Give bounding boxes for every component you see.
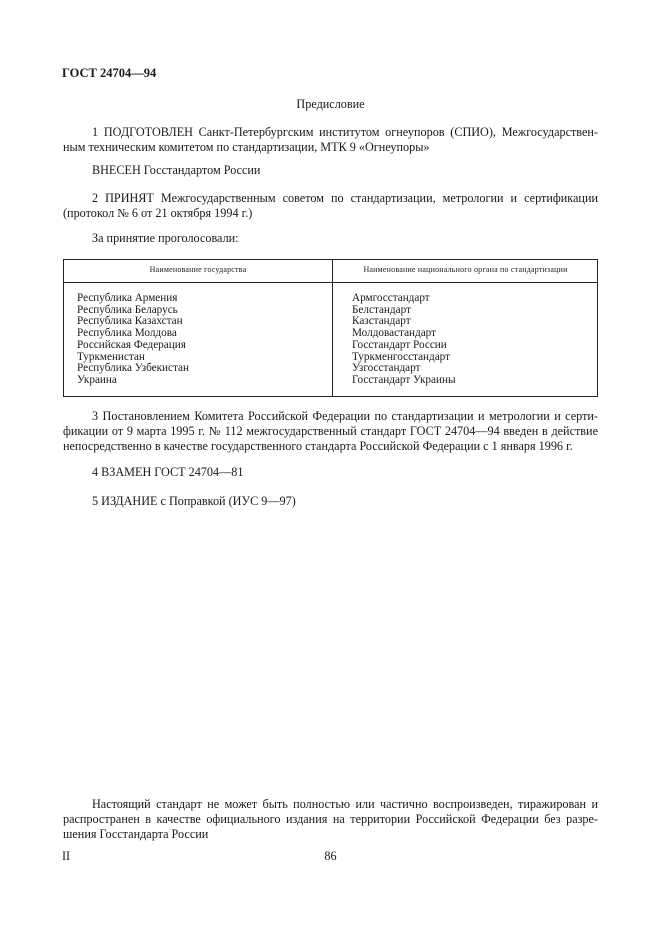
table-cell-state: Республика Армения bbox=[77, 292, 178, 304]
table-cell-state: Республика Молдова bbox=[77, 327, 177, 340]
table-column-states bbox=[77, 293, 327, 387]
paragraph-prepared-by: 1 ПОДГОТОВЛЕН Санкт-Петербургским институтом огнеупоров (СПИО), Межгосударствен-ным техническим комитетом по стандартизации, МТК 9 «Огнеупоры» bbox=[63, 125, 598, 154]
table-cell-standards-body: Молдовастандарт bbox=[352, 327, 437, 340]
table-cell-standards-body: Госстандарт России bbox=[352, 338, 447, 351]
paragraph-replaces: 4 ВЗАМЕН ГОСТ 24704—81 bbox=[92, 465, 244, 479]
foreword-title: Предисловие bbox=[296, 97, 365, 111]
table-cell-state: Туркменистан bbox=[77, 350, 145, 363]
table-header-standards-body: Наименование национального органа по стандартизации bbox=[363, 265, 568, 274]
table-cell-standards-body: Туркменгосстандарт bbox=[352, 350, 451, 363]
paragraph-voted-intro: За принятие проголосовали: bbox=[92, 231, 239, 245]
paragraph-adopted-by: 2 ПРИНЯТ Межгосударственным советом по стандартизации, метрологии и сертификации (протокол № 6 от 21 октября 1994 г.) bbox=[63, 191, 598, 220]
table-column-standards-bodies bbox=[352, 293, 592, 387]
paragraph-submitted-by: ВНЕСЕН Госстандартом России bbox=[92, 163, 261, 177]
table-column-divider bbox=[332, 260, 333, 396]
table-cell-standards-body: Узгосстандарт bbox=[352, 362, 421, 375]
table-header-state: Наименование государства bbox=[149, 265, 247, 274]
table-cell-standards-body: Казстандарт bbox=[352, 315, 411, 328]
document-code: ГОСТ 24704—94 bbox=[62, 66, 157, 80]
table-cell-state: Республика Казахстан bbox=[77, 315, 183, 328]
footer-roman-page-mark: II bbox=[62, 849, 71, 863]
table-cell-state: Республика Узбекистан bbox=[77, 362, 189, 375]
table-cell-state: Республика Беларусь bbox=[77, 303, 178, 316]
page-number: 86 bbox=[324, 849, 337, 863]
table-cell-standards-body: Армгосстандарт bbox=[352, 292, 430, 304]
table-header-divider bbox=[64, 282, 597, 283]
table-cell-standards-body: Белстандарт bbox=[352, 303, 411, 316]
copyright-notice: Настоящий стандарт не может быть полностью или частично воспроизведен, тиражирован и распространен в качестве официального издания на территории Российской Федерации без разре-шения Госстандарта России bbox=[63, 797, 598, 841]
table-cell-standards-body: Госстандарт Украины bbox=[352, 373, 456, 386]
paragraph-edition: 5 ИЗДАНИЕ с Поправкой (ИУС 9—97) bbox=[92, 494, 296, 508]
paragraph-enacted-by: 3 Постановлением Комитета Российской Федерации по стандартизации и метрологии и серти-фикации от 9 марта 1995 г. № 112 межгосударственный стандарт ГОСТ 24704—94 введен в действие непосредственно в качестве государственного стандарта Российской Федерации с 1 января 1996 г. bbox=[63, 409, 598, 453]
voting-table bbox=[63, 259, 598, 397]
table-cell-state: Российская Федерация bbox=[77, 338, 186, 351]
table-cell-state: Украина bbox=[77, 373, 117, 386]
